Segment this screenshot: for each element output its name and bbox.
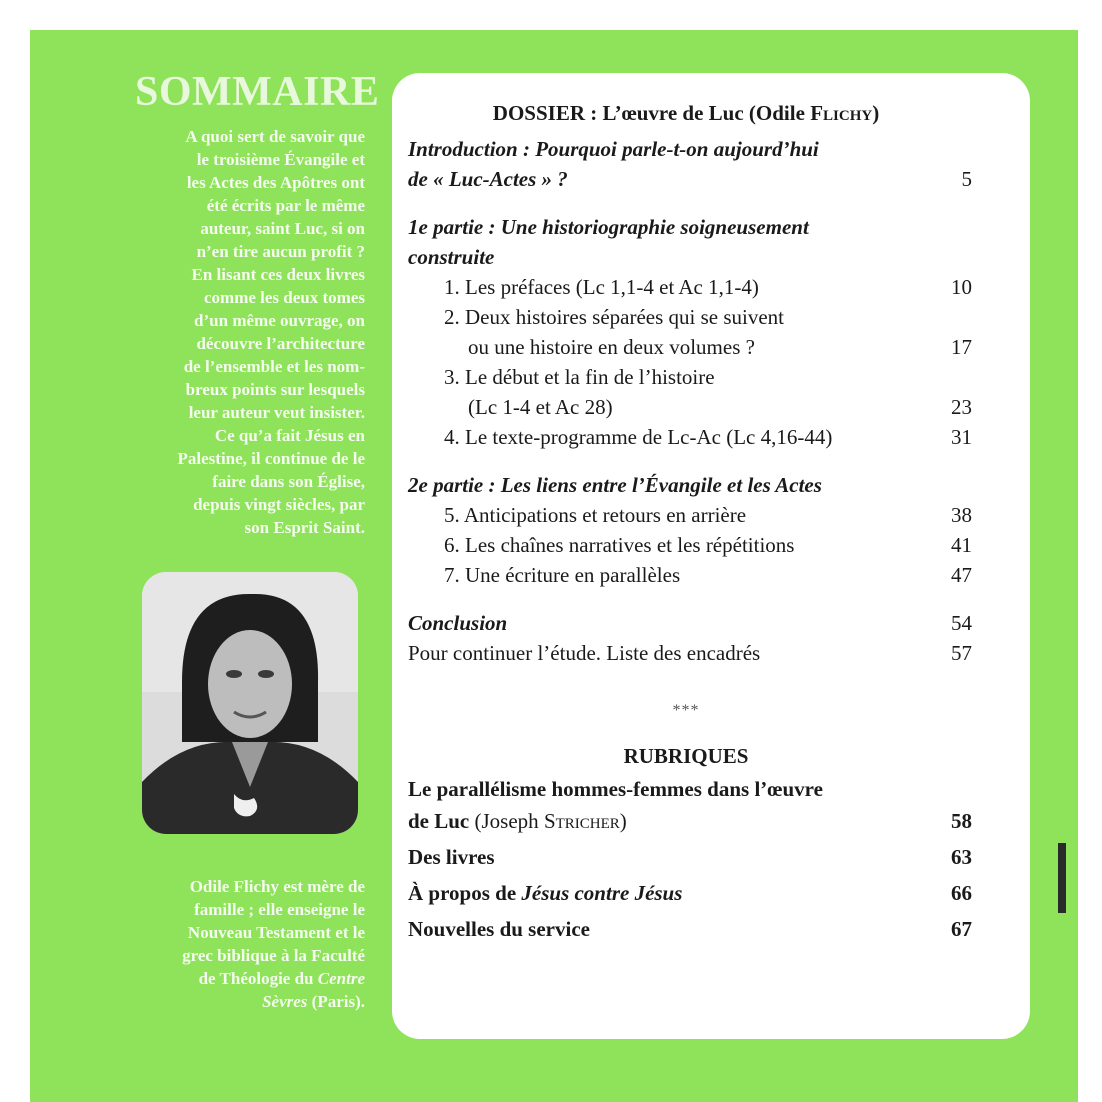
bio-institution: Centre [317, 969, 365, 988]
entry-title: Nouvelles du service [408, 917, 590, 941]
toc-part-1-title [408, 212, 964, 272]
toc-entry[interactable] [408, 500, 972, 530]
intro-line: de l’ensemble et les nom- [183, 357, 365, 376]
dossier-close: ) [872, 101, 880, 125]
entry-title: Le parallélisme hommes-femmes dans l’œuvre [408, 777, 823, 801]
page-number: 17 [951, 335, 972, 359]
page-number: 58 [951, 809, 972, 833]
intro-line: les Actes des Apôtres ont [186, 173, 365, 192]
page-number: 47 [951, 563, 972, 587]
entry-title: 4. Le texte-programme de Lc-Ac (Lc 4,16-44) [444, 425, 833, 449]
intro-line: le troisième Évangile et [196, 150, 365, 169]
entry-title: 5. Anticipations et retours en arrière [444, 503, 747, 527]
page-number: 67 [951, 917, 972, 941]
entry-title-italic: Jésus contre Jésus [521, 881, 683, 905]
intro-title-line: Introduction : Pourquoi parle-t-on aujourd’hui [408, 137, 819, 161]
intro-line: breux points sur lesquels [185, 380, 365, 399]
intro-title-line [408, 164, 972, 194]
bio-line: Nouveau Testament et le [187, 923, 365, 942]
entry-title: Des livres [408, 845, 495, 869]
edge-tab-mark [1058, 843, 1066, 913]
entry-author: (Joseph [474, 809, 544, 833]
bio-text: de Théologie du [198, 969, 314, 988]
toc-entry[interactable] [408, 422, 972, 452]
page-number: 38 [951, 503, 972, 527]
part-title-line: 1e partie : Une historiographie soigneusement [408, 215, 809, 239]
entry-title: ou une histoire en deux volumes ? [468, 335, 755, 359]
toc-entry[interactable] [408, 272, 972, 302]
entry-title: 6. Les chaînes narratives et les répétitions [444, 533, 795, 557]
entry-title: Pour continuer l’étude. Liste des encadrés [408, 641, 761, 665]
intro-line: auteur, saint Luc, si on [200, 219, 365, 238]
toc-entry[interactable] [408, 560, 972, 590]
intro-line: En lisant ces deux livres [191, 265, 365, 284]
author-portrait-photo [142, 572, 358, 834]
dossier-author: Flichy [810, 101, 873, 125]
entry-title: Conclusion [408, 611, 508, 635]
dossier-title: DOSSIER : L’œuvre de Luc (Odile [492, 101, 811, 125]
intro-title-text: de « Luc-Actes » ? [408, 167, 568, 191]
intro-line: depuis vingt siècles, par [193, 495, 365, 514]
entry-title: (Lc 1-4 et Ac 28) [468, 395, 613, 419]
toc-entry-rubrique[interactable] [408, 877, 972, 909]
bio-line: Odile Flichy est mère de [189, 877, 365, 896]
intro-line: d’un même ouvrage, on [194, 311, 365, 330]
intro-line: n’en tire aucun profit ? [196, 242, 365, 261]
entry-title: 2. Deux histoires séparées qui se suivent [444, 305, 785, 329]
page-number: 10 [951, 275, 972, 299]
magazine-page [30, 30, 1078, 1102]
intro-text [125, 125, 365, 539]
intro-line: A quoi sert de savoir que [185, 127, 365, 146]
page-number: 41 [951, 533, 972, 557]
toc-content [408, 101, 972, 945]
intro-line: Ce qu’a fait Jésus en [214, 426, 365, 445]
intro-line: Palestine, il continue de le [177, 449, 365, 468]
section-divider: *** [672, 702, 700, 719]
toc-entry-conclusion[interactable] [408, 608, 972, 638]
toc-entry-rubrique[interactable] [408, 913, 972, 945]
intro-line: comme les deux tomes [204, 288, 365, 307]
entry-title: de Luc [408, 809, 470, 833]
part-title-line: construite [408, 245, 495, 269]
table-of-contents-card [392, 73, 1030, 1039]
author-bio [125, 875, 365, 1013]
bio-text: (Paris). [311, 992, 365, 1011]
toc-entry[interactable] [408, 362, 972, 422]
toc-entry-rubrique[interactable] [408, 841, 972, 873]
page-title: SOMMAIRE [135, 69, 380, 115]
toc-entry-introduction[interactable] [408, 134, 972, 194]
entry-title: 7. Une écriture en parallèles [444, 563, 681, 587]
page-number: 63 [951, 845, 972, 869]
page-number: 57 [951, 641, 972, 665]
intro-line: découvre l’architecture [196, 334, 365, 353]
entry-title: 1. Les préfaces (Lc 1,1-4 et Ac 1,1-4) [444, 275, 759, 299]
page-number: 5 [961, 167, 972, 191]
entry-title: 3. Le début et la fin de l’histoire [444, 365, 715, 389]
toc-entry[interactable] [408, 302, 972, 362]
entry-author: ) [619, 809, 627, 833]
toc-entry-rubrique[interactable] [408, 773, 972, 837]
page-number: 54 [951, 611, 972, 635]
intro-line: leur auteur veut insister. [188, 403, 365, 422]
rubriques-heading: RUBRIQUES [623, 744, 749, 768]
bio-line [125, 967, 365, 990]
bio-line [125, 990, 365, 1013]
entry-author: Stricher [543, 809, 620, 833]
intro-line: son Esprit Saint. [244, 518, 365, 537]
left-column [30, 30, 380, 1102]
toc-part-2-title: 2e partie : Les liens entre l’Évangile et les Actes [408, 473, 822, 497]
dossier-heading [408, 101, 964, 126]
page-number: 23 [951, 395, 972, 419]
page-number: 31 [951, 425, 972, 449]
bio-line: famille ; elle enseigne le [194, 900, 365, 919]
bio-line: grec biblique à la Faculté [182, 946, 365, 965]
intro-line: été écrits par le même [206, 196, 365, 215]
page-number: 66 [951, 881, 972, 905]
entry-title: À propos de [408, 881, 522, 905]
bio-institution: Sèvres [262, 992, 308, 1011]
intro-line: faire dans son Église, [212, 472, 365, 491]
toc-entry[interactable] [408, 530, 972, 560]
toc-entry-continue[interactable] [408, 638, 972, 668]
